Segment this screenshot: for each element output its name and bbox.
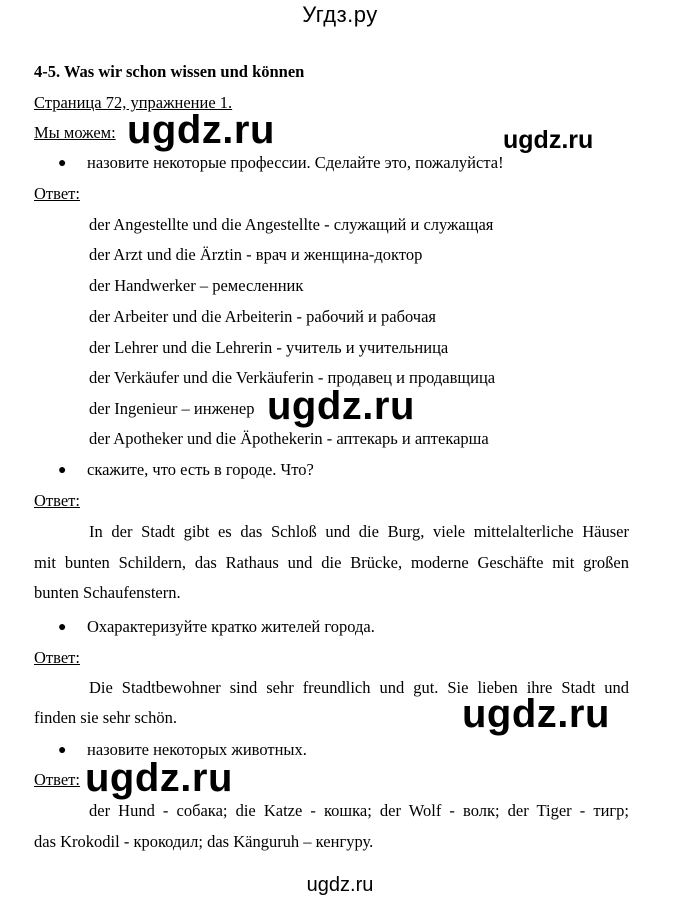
bullet-icon: ● [58, 156, 67, 171]
answer-4-line: der Hund - собака; die Katze - кошка; der Wolf - волк; der Tiger - тигр; [89, 801, 629, 820]
profession-item: der Lehrer und die Lehrerin - учитель и учительница [89, 338, 449, 357]
answer-label-4: Ответ: [34, 770, 80, 789]
answer-2-line: mit bunten Schildern, das Rathaus und die Brücke, moderne Geschäfte mit großen [34, 553, 629, 572]
bullet-icon: ● [58, 743, 67, 758]
we-can-label: Мы можем: [34, 123, 116, 142]
profession-item: der Ingenieur – инженер [89, 399, 255, 418]
watermark: ugdz.ru [267, 384, 415, 428]
watermark: ugdz.ru [462, 692, 610, 736]
profession-item: der Apotheker und die Äpothekerin - аптекарь и аптекарша [89, 429, 489, 448]
answer-label-1: Ответ: [34, 184, 80, 203]
bullet-icon: ● [58, 463, 67, 478]
answer-label-2: Ответ: [34, 491, 80, 510]
site-footer: ugdz.ru [306, 874, 374, 896]
answer-4-line: das Krokodil - крокодил; das Känguruh – кенгуру. [34, 832, 374, 851]
task-4: назовите некоторых животных. [87, 740, 307, 759]
answer-2-line: bunten Schaufenstern. [34, 583, 181, 602]
profession-item: der Handwerker – ремесленник [89, 276, 304, 295]
watermark: ugdz.ru [503, 126, 594, 154]
profession-item: der Verkäufer und die Verkäuferin - продавец и продавщица [89, 368, 496, 387]
task-3: Охарактеризуйте кратко жителей города. [87, 617, 375, 636]
watermark: ugdz.ru [127, 108, 275, 152]
profession-item: der Arbeiter und die Arbeiterin - рабочий и рабочая [89, 307, 437, 326]
task-1: назовите некоторые профессии. Сделайте это, пожалуйста! [87, 153, 504, 172]
answer-3-line: Die Stadtbewohner sind sehr freundlich und gut. Sie lieben ihre Stadt und [89, 678, 629, 697]
watermark: ugdz.ru [85, 756, 233, 800]
answer-label-3: Ответ: [34, 648, 80, 667]
section-title: 4-5. Was wir schon wissen und können [34, 62, 305, 81]
bullet-icon: ● [58, 620, 67, 635]
answer-2-line: In der Stadt gibt es das Schloß und die Burg, viele mittelalterliche Häuser [89, 522, 629, 541]
site-header: Угдз.ру [302, 2, 378, 27]
answer-3-line: finden sie sehr schön. [34, 708, 177, 727]
profession-item: der Angestellte und die Angestellte - служащий и служащая [89, 215, 494, 234]
task-2: скажите, что есть в городе. Что? [87, 460, 314, 479]
page-reference: Страница 72, упражнение 1. [34, 93, 233, 112]
profession-item: der Arzt und die Ärztin - врач и женщина-доктор [89, 245, 423, 264]
